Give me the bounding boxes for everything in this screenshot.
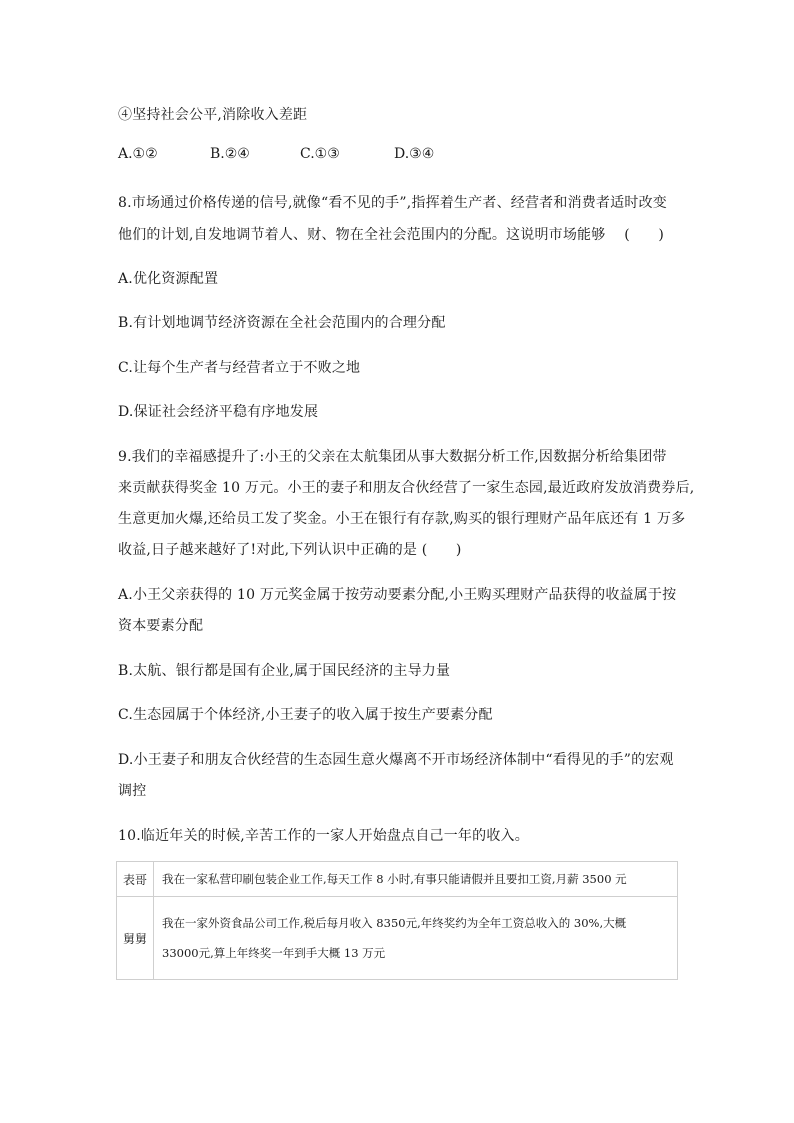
- q9-stem-line-2: 来贡献获得奖金 10 万元。小王的妻子和朋友合伙经营了一家生态园,最近政府发放消费券后,: [118, 480, 695, 496]
- q9-option-a-line-1: A.小王父亲获得的 10 万元奖金属于按劳动要素分配,小王购买理财产品获得的收益属于按: [118, 587, 677, 603]
- q9-option-a-line-2: 资本要素分配: [118, 618, 204, 634]
- q9-stem-line-4: 收益,日子越来越好了!对此,下列认识中正确的是 ( ): [118, 542, 462, 558]
- income-description: [154, 862, 678, 897]
- income-description: [154, 897, 678, 980]
- q8-option-a: A.优化资源配置: [118, 271, 219, 287]
- q8-option-b: B.有计划地调节经济资源在全社会范围内的合理分配: [118, 315, 446, 331]
- q8-option-c: C.让每个生产者与经营者立于不败之地: [118, 360, 361, 376]
- person-cell: 表哥: [117, 862, 154, 897]
- q8-stem-line-1: 8.市场通过价格传递的信号,就像“看不见的手”,指挥着生产者、经营者和消费者适时改变: [118, 195, 667, 211]
- q10-stem: 10.临近年关的时候,辛苦工作的一家人开始盘点自己一年的收入。: [118, 828, 529, 844]
- q9-stem-line-3: 生意更加火爆,还给员工发了奖金。小王在银行有存款,购买的银行理财产品年底还有 1 万多: [118, 511, 686, 527]
- q8-stem-line-2: 他们的计划,自发地调节着人、财、物在全社会范围内的分配。这说明市场能够 ( ): [118, 227, 665, 243]
- income-table: [116, 861, 678, 980]
- q7-choices: [118, 146, 434, 162]
- q9-option-c: C.生态园属于个体经济,小王妻子的收入属于按生产要素分配: [118, 707, 493, 723]
- q7-choice-c: C.①③: [300, 146, 340, 162]
- table-row: [117, 897, 678, 980]
- table-row: [117, 862, 678, 897]
- q9-option-d-line-2: 调控: [118, 783, 147, 799]
- person-cell: 舅舅: [117, 897, 154, 980]
- q9-option-b: B.太航、银行都是国有企业,属于国民经济的主导力量: [118, 663, 451, 679]
- q7-option-4: ④坚持社会公平,消除收入差距: [118, 107, 308, 123]
- income-line: 33000元,算上年终奖一年到手大概 13 万元: [162, 946, 386, 960]
- q7-choice-d: D.③④: [394, 146, 435, 162]
- income-line: 我在一家外资食品公司工作,税后每月收入 8350元,年终奖约为全年工资总收入的 30%,大概: [162, 916, 627, 930]
- q9-option-d-line-1: D.小王妻子和朋友合伙经营的生态园生意火爆离不开市场经济体制中“看得见的手”的宏观: [118, 752, 674, 768]
- q7-choice-b: B.②④: [210, 146, 250, 162]
- income-line: 我在一家私营印刷包装企业工作,每天工作 8 小时,有事只能请假并且要扣工资,月薪 3500 元: [162, 872, 627, 886]
- q8-option-d: D.保证社会经济平稳有序地发展: [118, 404, 319, 420]
- q7-choice-a: A.①②: [118, 146, 158, 162]
- q9-stem-line-1: 9.我们的幸福感提升了:小王的父亲在太航集团从事大数据分析工作,因数据分析给集团带: [118, 449, 667, 465]
